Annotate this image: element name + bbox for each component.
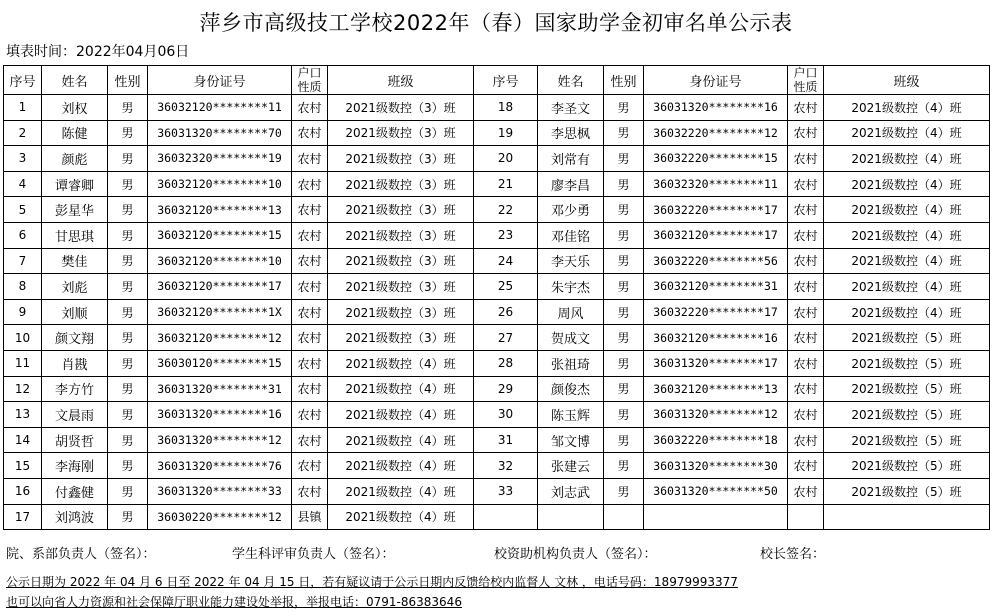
cell-left-id: 36032320********19 <box>148 146 292 172</box>
cell-left-name: 刘彪 <box>42 274 108 300</box>
cell-left-name: 付鑫健 <box>42 478 108 504</box>
cell-right-id: 36031320********30 <box>644 453 788 479</box>
cell-right-id: 36032220********17 <box>644 197 788 223</box>
cell-right-class: 2021级数控（4）班 <box>824 197 990 223</box>
table-row <box>4 427 990 453</box>
cell-right-hukou: 农村 <box>788 376 824 402</box>
cell-right-name: 李天乐 <box>538 248 604 274</box>
notice-line-2: 也可以向省人力资源和社会保障厅职业能力建设处举报，举报电话：0791-86383646 <box>6 595 462 609</box>
table-row <box>4 350 990 376</box>
table-row <box>4 222 990 248</box>
cell-right-name: 邹文博 <box>538 427 604 453</box>
cell-right-class: 2021级数控（5）班 <box>824 376 990 402</box>
table-header-row <box>4 66 990 95</box>
cell-left-hukou: 农村 <box>292 197 328 223</box>
cell-right-name: 廖李昌 <box>538 171 604 197</box>
cell-right-gender: 男 <box>604 299 644 325</box>
cell-right-id: 36032220********17 <box>644 299 788 325</box>
cell-right-gender: 男 <box>604 146 644 172</box>
cell-right-gender: 男 <box>604 402 644 428</box>
cell-right-gender: 男 <box>604 120 644 146</box>
cell-left-id: 36031320********12 <box>148 427 292 453</box>
cell-right-id <box>644 504 788 530</box>
cell-left-class: 2021级数控（3）班 <box>328 197 474 223</box>
cell-right-hukou: 农村 <box>788 274 824 300</box>
header-id: 身份证号 <box>148 66 292 95</box>
cell-right-hukou: 农村 <box>788 453 824 479</box>
cell-right-class <box>824 504 990 530</box>
cell-left-no: 7 <box>4 248 42 274</box>
cell-left-name: 胡贤哲 <box>42 427 108 453</box>
cell-right-gender: 男 <box>604 350 644 376</box>
cell-left-hukou: 农村 <box>292 453 328 479</box>
cell-right-id: 36031320********50 <box>644 478 788 504</box>
cell-right-id: 36032120********17 <box>644 222 788 248</box>
cell-right-no: 27 <box>474 325 538 351</box>
cell-left-no: 11 <box>4 350 42 376</box>
cell-left-no: 10 <box>4 325 42 351</box>
cell-left-gender: 男 <box>108 325 148 351</box>
signature-dept: 院、系部负责人（签名）： <box>6 547 156 562</box>
cell-right-name: 朱宇杰 <box>538 274 604 300</box>
cell-right-hukou: 农村 <box>788 120 824 146</box>
cell-left-gender: 男 <box>108 146 148 172</box>
cell-left-no: 4 <box>4 171 42 197</box>
cell-right-id: 36032220********56 <box>644 248 788 274</box>
cell-left-gender: 男 <box>108 299 148 325</box>
cell-left-id: 36032120********13 <box>148 197 292 223</box>
cell-right-no: 30 <box>474 402 538 428</box>
cell-left-gender: 男 <box>108 453 148 479</box>
cell-left-class: 2021级数控（4）班 <box>328 504 474 530</box>
cell-right-hukou: 农村 <box>788 299 824 325</box>
cell-right-no: 25 <box>474 274 538 300</box>
cell-right-class: 2021级数控（4）班 <box>824 248 990 274</box>
cell-right-no: 19 <box>474 120 538 146</box>
cell-left-class: 2021级数控（3）班 <box>328 95 474 121</box>
cell-left-name: 彭星华 <box>42 197 108 223</box>
cell-left-name: 谭睿卿 <box>42 171 108 197</box>
cell-left-class: 2021级数控（3）班 <box>328 146 474 172</box>
cell-left-hukou: 农村 <box>292 274 328 300</box>
cell-right-hukou: 农村 <box>788 197 824 223</box>
cell-left-hukou: 农村 <box>292 299 328 325</box>
cell-right-no: 26 <box>474 299 538 325</box>
table-row <box>4 146 990 172</box>
cell-left-name: 颜彪 <box>42 146 108 172</box>
cell-left-id: 36030220********12 <box>148 504 292 530</box>
table-row <box>4 478 990 504</box>
cell-right-class: 2021级数控（4）班 <box>824 222 990 248</box>
table-row <box>4 95 990 121</box>
cell-right-id: 36031320********17 <box>644 350 788 376</box>
cell-right-id: 36032120********16 <box>644 325 788 351</box>
cell-right-no: 20 <box>474 146 538 172</box>
cell-left-gender: 男 <box>108 171 148 197</box>
cell-left-class: 2021级数控（3）班 <box>328 120 474 146</box>
cell-left-gender: 男 <box>108 478 148 504</box>
cell-left-name: 刘权 <box>42 95 108 121</box>
cell-right-hukou: 农村 <box>788 478 824 504</box>
table-row <box>4 120 990 146</box>
cell-right-id: 36032120********13 <box>644 376 788 402</box>
signature-principal: 校长签名： <box>760 547 826 562</box>
cell-left-no: 6 <box>4 222 42 248</box>
cell-right-id: 36032220********18 <box>644 427 788 453</box>
cell-right-gender: 男 <box>604 197 644 223</box>
cell-right-class: 2021级数控（4）班 <box>824 299 990 325</box>
header-gender: 性别 <box>108 66 148 95</box>
cell-left-name: 刘鸿波 <box>42 504 108 530</box>
header-no: 序号 <box>474 66 538 95</box>
header-class: 班级 <box>328 66 474 95</box>
cell-right-gender: 男 <box>604 325 644 351</box>
cell-right-name: 陈玉辉 <box>538 402 604 428</box>
cell-left-gender: 男 <box>108 376 148 402</box>
cell-right-hukou: 农村 <box>788 325 824 351</box>
cell-right-class: 2021级数控（5）班 <box>824 478 990 504</box>
cell-left-gender: 男 <box>108 95 148 121</box>
cell-left-hukou: 农村 <box>292 120 328 146</box>
cell-left-name: 李海刚 <box>42 453 108 479</box>
cell-right-name: 邓少勇 <box>538 197 604 223</box>
cell-left-no: 15 <box>4 453 42 479</box>
cell-right-name: 周风 <box>538 299 604 325</box>
cell-left-no: 8 <box>4 274 42 300</box>
cell-right-hukou: 农村 <box>788 427 824 453</box>
cell-left-hukou: 县镇 <box>292 504 328 530</box>
cell-right-gender: 男 <box>604 95 644 121</box>
cell-right-class: 2021级数控（5）班 <box>824 325 990 351</box>
cell-right-id: 36032120********31 <box>644 274 788 300</box>
cell-right-id: 36032220********12 <box>644 120 788 146</box>
cell-left-id: 36032120********10 <box>148 248 292 274</box>
cell-right-hukou <box>788 504 824 530</box>
cell-left-class: 2021级数控（4）班 <box>328 376 474 402</box>
cell-left-class: 2021级数控（4）班 <box>328 402 474 428</box>
cell-right-no: 22 <box>474 197 538 223</box>
cell-right-hukou: 农村 <box>788 146 824 172</box>
table-row <box>4 299 990 325</box>
cell-left-hukou: 农村 <box>292 478 328 504</box>
table-row <box>4 376 990 402</box>
cell-right-class: 2021级数控（5）班 <box>824 402 990 428</box>
cell-right-no: 21 <box>474 171 538 197</box>
cell-left-id: 36031320********70 <box>148 120 292 146</box>
cell-right-hukou: 农村 <box>788 248 824 274</box>
table-row <box>4 274 990 300</box>
cell-left-no: 16 <box>4 478 42 504</box>
cell-left-no: 14 <box>4 427 42 453</box>
cell-right-gender: 男 <box>604 427 644 453</box>
cell-right-no: 23 <box>474 222 538 248</box>
cell-right-gender <box>604 504 644 530</box>
roster-table <box>3 65 990 530</box>
cell-left-class: 2021级数控（4）班 <box>328 453 474 479</box>
cell-left-class: 2021级数控（3）班 <box>328 274 474 300</box>
notice-line-1: 公示日期为 2022 年 04 月 6 日至 2022 年 04 月 15 日，若有疑议请于公示日期内反馈给校内监督人 文林 ，电话号码：18979993377 <box>6 575 738 589</box>
cell-left-class: 2021级数控（3）班 <box>328 325 474 351</box>
cell-left-name: 肖戡 <box>42 350 108 376</box>
cell-left-no: 5 <box>4 197 42 223</box>
cell-left-id: 36032120********12 <box>148 325 292 351</box>
cell-right-no: 33 <box>474 478 538 504</box>
signature-line <box>0 543 992 563</box>
cell-left-hukou: 农村 <box>292 427 328 453</box>
cell-right-name <box>538 504 604 530</box>
cell-right-name: 颜俊杰 <box>538 376 604 402</box>
cell-left-id: 36032120********17 <box>148 274 292 300</box>
cell-right-class: 2021级数控（5）班 <box>824 427 990 453</box>
cell-right-no: 31 <box>474 427 538 453</box>
cell-right-no <box>474 504 538 530</box>
cell-right-name: 刘常有 <box>538 146 604 172</box>
cell-right-no: 32 <box>474 453 538 479</box>
cell-right-class: 2021级数控（4）班 <box>824 95 990 121</box>
cell-left-class: 2021级数控（3）班 <box>328 299 474 325</box>
cell-right-name: 李圣文 <box>538 95 604 121</box>
cell-left-no: 1 <box>4 95 42 121</box>
cell-right-class: 2021级数控（4）班 <box>824 120 990 146</box>
cell-left-name: 樊佳 <box>42 248 108 274</box>
cell-left-no: 12 <box>4 376 42 402</box>
signature-student-review: 学生科评审负责人（签名）： <box>232 547 395 562</box>
cell-right-class: 2021级数控（4）班 <box>824 274 990 300</box>
table-row <box>4 325 990 351</box>
cell-left-gender: 男 <box>108 222 148 248</box>
cell-left-name: 甘思琪 <box>42 222 108 248</box>
cell-left-id: 36031320********33 <box>148 478 292 504</box>
cell-right-name: 邓佳铭 <box>538 222 604 248</box>
cell-left-hukou: 农村 <box>292 402 328 428</box>
cell-left-gender: 男 <box>108 248 148 274</box>
cell-left-hukou: 农村 <box>292 171 328 197</box>
cell-right-name: 贺成文 <box>538 325 604 351</box>
cell-left-no: 2 <box>4 120 42 146</box>
cell-left-id: 36030120********15 <box>148 350 292 376</box>
cell-left-class: 2021级数控（4）班 <box>328 350 474 376</box>
cell-left-no: 3 <box>4 146 42 172</box>
cell-left-id: 36032120********10 <box>148 171 292 197</box>
cell-right-hukou: 农村 <box>788 402 824 428</box>
cell-left-id: 36031320********16 <box>148 402 292 428</box>
cell-right-class: 2021级数控（5）班 <box>824 453 990 479</box>
cell-right-gender: 男 <box>604 376 644 402</box>
header-gender: 性别 <box>604 66 644 95</box>
cell-left-gender: 男 <box>108 197 148 223</box>
cell-right-name: 张祖琦 <box>538 350 604 376</box>
cell-right-hukou: 农村 <box>788 95 824 121</box>
cell-left-name: 文晨雨 <box>42 402 108 428</box>
cell-left-class: 2021级数控（4）班 <box>328 427 474 453</box>
cell-left-id: 36031320********76 <box>148 453 292 479</box>
cell-left-no: 17 <box>4 504 42 530</box>
header-no: 序号 <box>4 66 42 95</box>
cell-left-name: 陈健 <box>42 120 108 146</box>
cell-left-gender: 男 <box>108 504 148 530</box>
cell-right-class: 2021级数控（5）班 <box>824 350 990 376</box>
cell-right-class: 2021级数控（4）班 <box>824 171 990 197</box>
cell-left-hukou: 农村 <box>292 146 328 172</box>
cell-left-id: 36032120********15 <box>148 222 292 248</box>
cell-right-hukou: 农村 <box>788 222 824 248</box>
cell-left-gender: 男 <box>108 274 148 300</box>
cell-right-gender: 男 <box>604 171 644 197</box>
cell-left-no: 13 <box>4 402 42 428</box>
table-row <box>4 453 990 479</box>
cell-right-name: 张建云 <box>538 453 604 479</box>
cell-right-hukou: 农村 <box>788 350 824 376</box>
page-title: 萍乡市高级技工学校2022年（春）国家助学金初审名单公示表 <box>199 11 793 35</box>
cell-right-hukou: 农村 <box>788 171 824 197</box>
cell-right-name: 刘志武 <box>538 478 604 504</box>
cell-left-id: 36032120********1X <box>148 299 292 325</box>
cell-right-class: 2021级数控（4）班 <box>824 146 990 172</box>
table-row <box>4 171 990 197</box>
cell-right-no: 24 <box>474 248 538 274</box>
header-class: 班级 <box>824 66 990 95</box>
cell-left-gender: 男 <box>108 427 148 453</box>
header-hukou: 户口性质 <box>788 66 824 95</box>
header-name: 姓名 <box>538 66 604 95</box>
cell-right-no: 28 <box>474 350 538 376</box>
cell-right-name: 李思枫 <box>538 120 604 146</box>
cell-left-hukou: 农村 <box>292 376 328 402</box>
cell-right-gender: 男 <box>604 248 644 274</box>
cell-left-no: 9 <box>4 299 42 325</box>
cell-left-class: 2021级数控（4）班 <box>328 478 474 504</box>
fill-time: 填表时间：2022年04月06日 <box>6 44 190 60</box>
cell-left-hukou: 农村 <box>292 350 328 376</box>
cell-left-name: 李方竹 <box>42 376 108 402</box>
table-row <box>4 402 990 428</box>
cell-left-class: 2021级数控（3）班 <box>328 222 474 248</box>
cell-right-no: 29 <box>474 376 538 402</box>
cell-left-id: 36031320********31 <box>148 376 292 402</box>
table-row <box>4 197 990 223</box>
header-hukou: 户口性质 <box>292 66 328 95</box>
cell-right-gender: 男 <box>604 453 644 479</box>
header-name: 姓名 <box>42 66 108 95</box>
cell-left-gender: 男 <box>108 402 148 428</box>
cell-right-id: 36031320********12 <box>644 402 788 428</box>
cell-left-hukou: 农村 <box>292 95 328 121</box>
cell-right-gender: 男 <box>604 478 644 504</box>
cell-right-id: 36032320********11 <box>644 171 788 197</box>
cell-left-gender: 男 <box>108 350 148 376</box>
signature-funding: 校资助机构负责人（签名）： <box>494 547 657 562</box>
table-row <box>4 248 990 274</box>
cell-right-gender: 男 <box>604 274 644 300</box>
cell-left-hukou: 农村 <box>292 222 328 248</box>
cell-left-name: 颜文翔 <box>42 325 108 351</box>
cell-left-class: 2021级数控（3）班 <box>328 248 474 274</box>
cell-left-hukou: 农村 <box>292 248 328 274</box>
cell-left-id: 36032120********11 <box>148 95 292 121</box>
table-row <box>4 504 990 530</box>
header-id: 身份证号 <box>644 66 788 95</box>
cell-right-gender: 男 <box>604 222 644 248</box>
cell-right-no: 18 <box>474 95 538 121</box>
cell-left-name: 刘顺 <box>42 299 108 325</box>
cell-left-class: 2021级数控（3）班 <box>328 171 474 197</box>
cell-right-id: 36032220********15 <box>644 146 788 172</box>
cell-left-hukou: 农村 <box>292 325 328 351</box>
cell-right-id: 36031320********16 <box>644 95 788 121</box>
cell-left-gender: 男 <box>108 120 148 146</box>
